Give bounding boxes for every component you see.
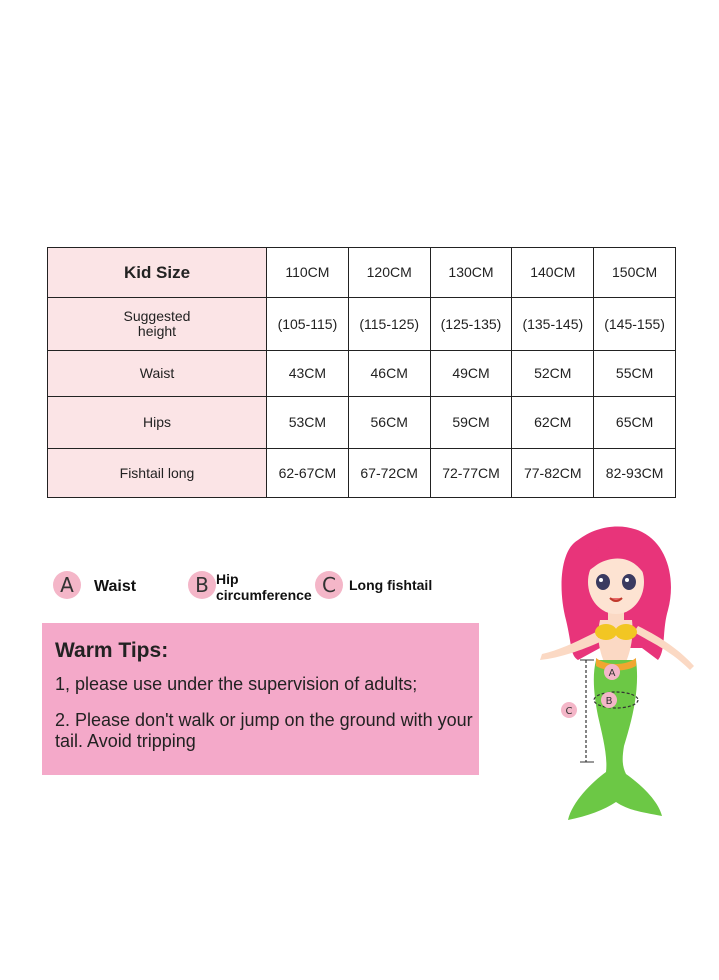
legend-marker-b: B: [188, 571, 216, 599]
size-header-cell: 130CM: [430, 248, 512, 298]
row-label-fishtail-long: Fishtail long: [48, 449, 267, 498]
table-cell: (105-115): [267, 298, 349, 351]
table-cell: 56CM: [348, 397, 430, 449]
row-label-line: height: [137, 323, 177, 339]
warm-tips-title: Warm Tips:: [55, 639, 169, 662]
size-chart-table: [47, 247, 676, 498]
warm-tip-line: 1, please use under the supervision of adults;: [55, 674, 418, 694]
table-cell: 82-93CM: [594, 449, 676, 498]
fishtail-shape: [565, 660, 662, 820]
mouth-shape: [610, 598, 622, 601]
size-header-cell: 140CM: [512, 248, 594, 298]
table-cell: 46CM: [348, 351, 430, 397]
table-cell: 52CM: [512, 351, 594, 397]
warm-tips-box: [42, 623, 479, 775]
size-header-cell: 110CM: [267, 248, 349, 298]
size-header-cell: 120CM: [348, 248, 430, 298]
mermaid-figure: [530, 520, 700, 830]
table-cell: 62CM: [512, 397, 594, 449]
legend-marker-a: A: [53, 571, 81, 599]
right-eye-highlight: [625, 578, 629, 582]
table-cell: 59CM: [430, 397, 512, 449]
table-cell: (135-145): [512, 298, 594, 351]
table-cell: 55CM: [594, 351, 676, 397]
table-cell: 62-67CM: [267, 449, 349, 498]
table-cell: 67-72CM: [348, 449, 430, 498]
table-header-label: Kid Size: [48, 248, 267, 298]
legend-label-line: Hip: [216, 571, 239, 587]
left-eye-highlight: [599, 578, 603, 582]
table-cell: 49CM: [430, 351, 512, 397]
shell-bra-right: [615, 624, 637, 640]
table-cell: 65CM: [594, 397, 676, 449]
figure-marker-b-label: B: [605, 696, 613, 707]
table-cell: 53CM: [267, 397, 349, 449]
legend-label-hip-circumference: [216, 571, 312, 603]
table-cell: 43CM: [267, 351, 349, 397]
warm-tip-line: 2. Please don't walk or jump on the ground with your tail. Avoid tripping: [55, 710, 473, 751]
legend-label-waist: Waist: [94, 578, 137, 595]
table-cell: (125-135): [430, 298, 512, 351]
left-eye-shape: [596, 574, 610, 590]
table-row: [48, 351, 676, 397]
figure-marker-c-label: C: [565, 706, 573, 717]
table-cell: (115-125): [348, 298, 430, 351]
right-eye-shape: [622, 574, 636, 590]
table-row: [48, 449, 676, 498]
row-label-hips: Hips: [48, 397, 267, 449]
legend-label-line: circumference: [216, 587, 312, 603]
table-cell: (145-155): [594, 298, 676, 351]
figure-marker-a-label: A: [608, 668, 616, 679]
table-row: [48, 248, 676, 298]
table-cell: 72-77CM: [430, 449, 512, 498]
table-row: [48, 298, 676, 351]
legend-marker-c: C: [315, 571, 343, 599]
row-label-waist: Waist: [48, 351, 267, 397]
legend-label-long-fishtail: Long fishtail: [349, 577, 433, 593]
row-label-suggested-height: [48, 298, 267, 351]
row-label-line: Suggested: [123, 308, 191, 324]
size-header-cell: 150CM: [594, 248, 676, 298]
table-cell: 77-82CM: [512, 449, 594, 498]
shell-bra-left: [595, 624, 617, 640]
table-row: [48, 397, 676, 449]
